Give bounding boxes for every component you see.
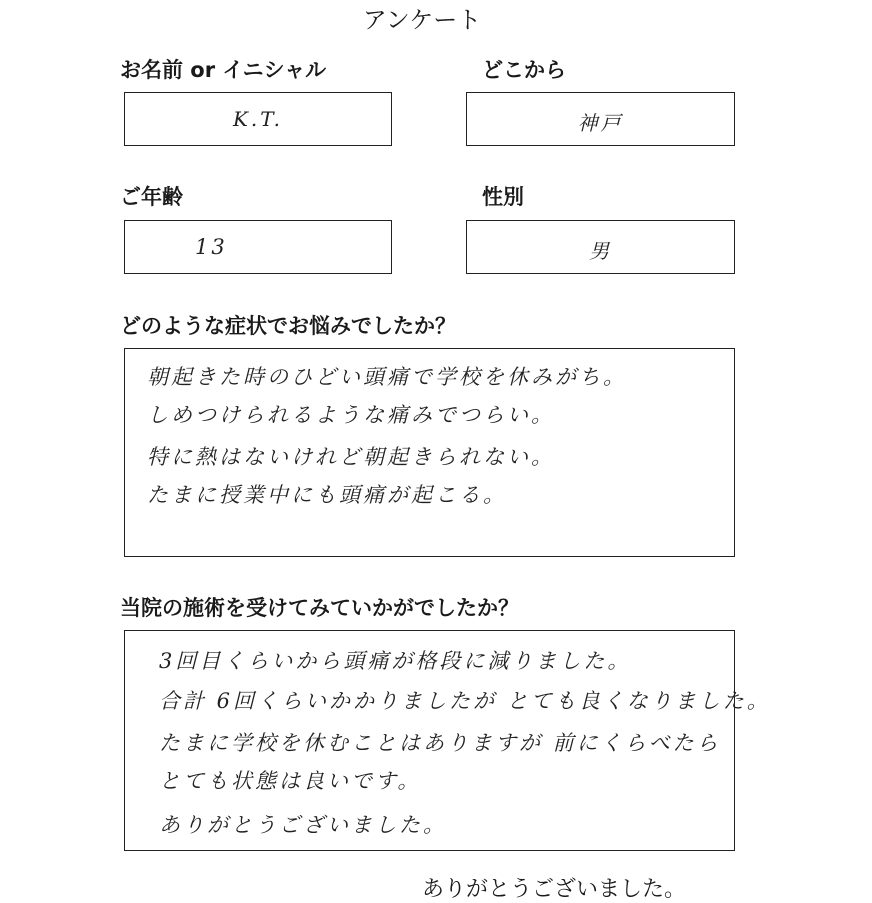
from-value: 神戸 bbox=[577, 111, 624, 135]
answer1-line: 朝起きた時のひどい頭痛で学校を休みがち。 bbox=[147, 365, 627, 389]
age-field bbox=[124, 220, 392, 274]
from-label: どこから bbox=[482, 58, 566, 82]
footer-thanks: ありがとうございました。 bbox=[422, 877, 687, 902]
age-value: 13 bbox=[195, 235, 228, 259]
title-text: アンケート bbox=[362, 6, 482, 34]
name-label: お名前 or イニシャル bbox=[120, 58, 327, 82]
answer1-line: しめつけられるような痛みでつらい。 bbox=[147, 403, 555, 427]
answer2-line: 合計 6回くらいかかりましたが とても良くなりました。 bbox=[159, 689, 771, 713]
gender-value: 男 bbox=[589, 239, 612, 263]
answer1-line: たまに授業中にも頭痛が起こる。 bbox=[147, 483, 507, 507]
page-title bbox=[0, 0, 872, 35]
age-label: ご年齢 bbox=[120, 185, 183, 209]
answer2-line: ありがとうございました。 bbox=[159, 813, 447, 837]
answer1-line: 特に熱はないけれど朝起きられない。 bbox=[147, 445, 555, 469]
name-field bbox=[124, 92, 392, 146]
question1-answer-box bbox=[124, 348, 735, 557]
from-field bbox=[466, 92, 735, 146]
answer2-line: たまに学校を休むことはありますが 前にくらべたら bbox=[159, 731, 721, 755]
gender-label: 性別 bbox=[482, 185, 524, 209]
question2-label: 当院の施術を受けてみていかがでしたか？ bbox=[120, 596, 519, 620]
name-value: K.T. bbox=[232, 107, 284, 131]
question1-label: どのような症状でお悩みでしたか？ bbox=[120, 314, 456, 338]
answer2-line: 3回目くらいから頭痛が格段に減りました。 bbox=[159, 649, 632, 673]
question2-answer-box bbox=[124, 630, 771, 851]
gender-field bbox=[466, 220, 735, 274]
answer2-line: とても状態は良いです。 bbox=[159, 769, 422, 793]
